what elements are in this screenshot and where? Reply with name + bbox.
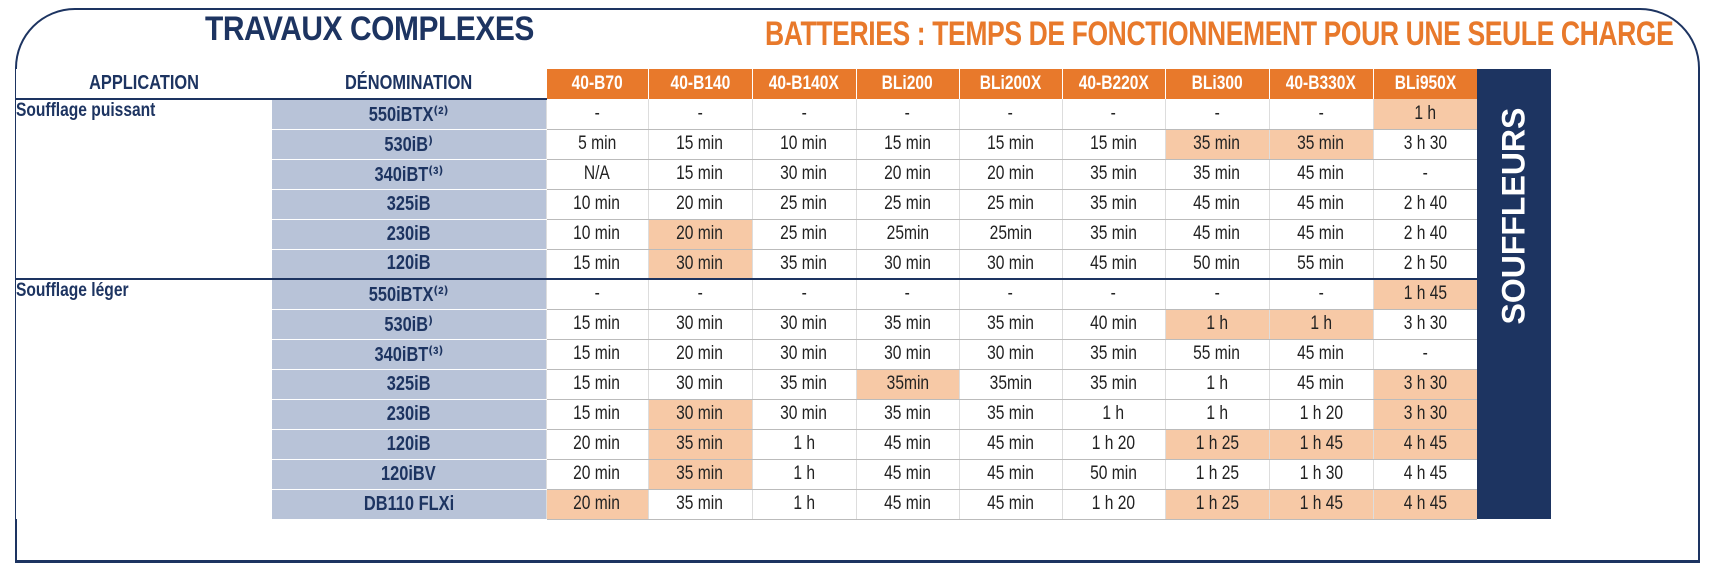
runtime-cell: 20 min: [648, 189, 752, 219]
runtime-cell: 55 min: [1269, 249, 1373, 279]
runtime-cell: 3 h 30: [1373, 309, 1477, 339]
runtime-cell: 25 min: [752, 189, 856, 219]
runtime-cell: 2 h 40: [1373, 219, 1477, 249]
model-name: 325iB: [272, 369, 546, 399]
runtime-cell: 45 min: [959, 429, 1062, 459]
runtime-cell: 45 min: [1269, 339, 1373, 369]
runtime-cell: 45 min: [856, 459, 959, 489]
runtime-cell: 25min: [959, 219, 1062, 249]
application-label: Soufflage puissant: [16, 99, 272, 279]
runtime-cell: 2 h 50: [1373, 249, 1477, 279]
runtime-cell: 35 min: [959, 399, 1062, 429]
runtime-cell: 4 h 45: [1373, 459, 1477, 489]
runtime-cell: 45 min: [1062, 249, 1165, 279]
runtime-cell: 25 min: [959, 189, 1062, 219]
runtime-cell: 4 h 45: [1373, 489, 1477, 519]
runtime-cell: -: [648, 99, 752, 129]
runtime-cell: 35 min: [1062, 159, 1165, 189]
runtime-cell: 45 min: [1269, 159, 1373, 189]
column-header-battery: BLi200X: [959, 69, 1062, 99]
runtime-cell: 15 min: [648, 159, 752, 189]
runtime-cell: 45 min: [1165, 219, 1269, 249]
runtime-cell: 25min: [856, 219, 959, 249]
column-header-battery: BLi950X: [1373, 69, 1477, 99]
runtime-cell: 30 min: [959, 249, 1062, 279]
model-name: 530iB⁾: [272, 309, 546, 339]
runtime-cell: 35min: [856, 369, 959, 399]
runtime-cell: 45 min: [856, 489, 959, 519]
runtime-cell: 30 min: [648, 399, 752, 429]
runtime-cell: 10 min: [546, 189, 648, 219]
runtime-cell: -: [1269, 99, 1373, 129]
runtime-cell: 1 h 25: [1165, 429, 1269, 459]
runtime-cell: 20 min: [648, 219, 752, 249]
runtime-cell: 45 min: [959, 489, 1062, 519]
runtime-cell: 20 min: [546, 429, 648, 459]
runtime-cell: 1 h 25: [1165, 459, 1269, 489]
table-row: [16, 279, 1551, 309]
runtime-cell: 1 h: [1373, 99, 1477, 129]
runtime-cell: 35 min: [1269, 129, 1373, 159]
runtime-cell: -: [1165, 99, 1269, 129]
runtime-cell: 35 min: [1165, 129, 1269, 159]
runtime-cell: 50 min: [1062, 459, 1165, 489]
runtime-cell: 1 h: [1165, 399, 1269, 429]
runtime-cell: 35 min: [1062, 189, 1165, 219]
runtime-cell: 30 min: [648, 249, 752, 279]
column-header-battery: 40-B70: [546, 69, 648, 99]
runtime-cell: 4 h 45: [1373, 429, 1477, 459]
runtime-cell: 35 min: [648, 489, 752, 519]
runtime-cell: 5 min: [546, 129, 648, 159]
runtime-cell: 35 min: [752, 249, 856, 279]
model-name: 120iBV: [272, 459, 546, 489]
runtime-cell: 15 min: [856, 129, 959, 159]
runtime-cell: 1 h: [1165, 309, 1269, 339]
runtime-cell: 50 min: [1165, 249, 1269, 279]
runtime-cell: 35 min: [856, 399, 959, 429]
runtime-cell: 1 h 20: [1062, 489, 1165, 519]
runtime-cell: 30 min: [648, 309, 752, 339]
runtime-cell: 25 min: [856, 189, 959, 219]
runtime-cell: -: [1269, 279, 1373, 309]
runtime-cell: -: [1062, 279, 1165, 309]
runtime-cell: 45 min: [856, 429, 959, 459]
runtime-cell: -: [959, 279, 1062, 309]
runtime-cell: -: [856, 99, 959, 129]
application-label: Soufflage léger: [16, 279, 272, 519]
model-name: 230iB: [272, 219, 546, 249]
model-name: 230iB: [272, 399, 546, 429]
runtime-cell: 20 min: [546, 459, 648, 489]
runtime-cell: 15 min: [546, 309, 648, 339]
runtime-cell: -: [546, 279, 648, 309]
runtime-cell: -: [1373, 159, 1477, 189]
runtime-cell: 35 min: [648, 459, 752, 489]
runtime-cell: 45 min: [1165, 189, 1269, 219]
runtime-cell: 35 min: [648, 429, 752, 459]
runtime-cell: 25 min: [752, 219, 856, 249]
runtime-cell: 30 min: [752, 399, 856, 429]
runtime-cell: 10 min: [546, 219, 648, 249]
model-name: 325iB: [272, 189, 546, 219]
runtime-cell: 35 min: [959, 309, 1062, 339]
runtime-cell: 30 min: [752, 159, 856, 189]
runtime-cell: -: [752, 279, 856, 309]
runtime-cell: 30 min: [752, 339, 856, 369]
runtime-cell: 20 min: [546, 489, 648, 519]
runtime-cell: 3 h 30: [1373, 369, 1477, 399]
section-title: TRAVAUX COMPLEXES: [205, 10, 534, 48]
column-header-battery: BLi200: [856, 69, 959, 99]
runtime-cell: 35 min: [856, 309, 959, 339]
runtime-cell: 1 h: [752, 459, 856, 489]
runtime-cell: -: [752, 99, 856, 129]
column-header-battery: 40-B140: [648, 69, 752, 99]
column-header-battery: 40-B220X: [1062, 69, 1165, 99]
runtime-cell: 1 h 45: [1373, 279, 1477, 309]
runtime-cell: 1 h 30: [1269, 459, 1373, 489]
runtime-cell: 45 min: [1269, 189, 1373, 219]
runtime-cell: -: [1062, 99, 1165, 129]
runtime-cell: 15 min: [1062, 129, 1165, 159]
runtime-cell: -: [1373, 339, 1477, 369]
column-header-battery: BLi300: [1165, 69, 1269, 99]
runtime-cell: N/A: [546, 159, 648, 189]
runtime-cell: 1 h: [1269, 309, 1373, 339]
model-name: 340iBT⁽³⁾: [272, 339, 546, 369]
model-name: 550iBTX⁽²⁾: [272, 279, 546, 309]
table-row: [16, 99, 1551, 129]
runtime-cell: 1 h: [1165, 369, 1269, 399]
runtime-cell: 1 h 45: [1269, 489, 1373, 519]
runtime-cell: 20 min: [648, 339, 752, 369]
runtime-cell: 10 min: [752, 129, 856, 159]
runtime-cell: 20 min: [856, 159, 959, 189]
runtime-cell: -: [648, 279, 752, 309]
runtime-cell: 45 min: [959, 459, 1062, 489]
batteries-title: BATTERIES : TEMPS DE FONCTIONNEMENT POUR UNE SEULE CHARGE: [765, 15, 1674, 53]
runtime-cell: 3 h 30: [1373, 129, 1477, 159]
runtime-cell: 1 h 45: [1269, 429, 1373, 459]
side-header-spacer: [1477, 69, 1551, 99]
runtime-cell: 1 h: [752, 489, 856, 519]
runtime-cell: 3 h 30: [1373, 399, 1477, 429]
model-name: 550iBTX⁽²⁾: [272, 99, 546, 129]
model-name: 120iB: [272, 429, 546, 459]
runtime-cell: 35 min: [1062, 369, 1165, 399]
runtime-cell: 2 h 40: [1373, 189, 1477, 219]
runtime-cell: 1 h 25: [1165, 489, 1269, 519]
runtime-cell: 30 min: [959, 339, 1062, 369]
model-name: 530iB⁾: [272, 129, 546, 159]
runtime-cell: 15 min: [959, 129, 1062, 159]
runtime-cell: 1 h: [752, 429, 856, 459]
runtime-cell: -: [1165, 279, 1269, 309]
runtime-cell: 1 h: [1062, 399, 1165, 429]
runtime-cell: 30 min: [648, 369, 752, 399]
column-header-battery: 40-B140X: [752, 69, 856, 99]
runtime-table: [16, 69, 1551, 520]
category-side-label: SOUFFLEURS: [1477, 99, 1551, 519]
runtime-cell: 55 min: [1165, 339, 1269, 369]
model-name: 340iBT⁽³⁾: [272, 159, 546, 189]
runtime-cell: 45 min: [1269, 369, 1373, 399]
runtime-cell: 35 min: [752, 369, 856, 399]
runtime-cell: -: [856, 279, 959, 309]
runtime-cell: 15 min: [546, 399, 648, 429]
runtime-cell: 35 min: [1062, 339, 1165, 369]
runtime-cell: 1 h 20: [1062, 429, 1165, 459]
runtime-cell: 35min: [959, 369, 1062, 399]
runtime-cell: 35 min: [1062, 219, 1165, 249]
runtime-cell: -: [546, 99, 648, 129]
model-name: DB110 FLXi: [272, 489, 546, 519]
runtime-cell: 15 min: [546, 369, 648, 399]
runtime-cell: 20 min: [959, 159, 1062, 189]
runtime-cell: 15 min: [546, 339, 648, 369]
runtime-cell: 1 h 20: [1269, 399, 1373, 429]
column-header-denomination: DÉNOMINATION: [272, 69, 546, 99]
column-header-battery: 40-B330X: [1269, 69, 1373, 99]
runtime-cell: 30 min: [752, 309, 856, 339]
runtime-cell: 15 min: [648, 129, 752, 159]
runtime-cell: -: [959, 99, 1062, 129]
runtime-cell: 35 min: [1165, 159, 1269, 189]
runtime-cell: 30 min: [856, 249, 959, 279]
column-header-application: APPLICATION: [16, 69, 272, 99]
header-row: [16, 69, 1551, 99]
runtime-cell: 40 min: [1062, 309, 1165, 339]
runtime-cell: 15 min: [546, 249, 648, 279]
runtime-cell: 45 min: [1269, 219, 1373, 249]
runtime-cell: 30 min: [856, 339, 959, 369]
model-name: 120iB: [272, 249, 546, 279]
